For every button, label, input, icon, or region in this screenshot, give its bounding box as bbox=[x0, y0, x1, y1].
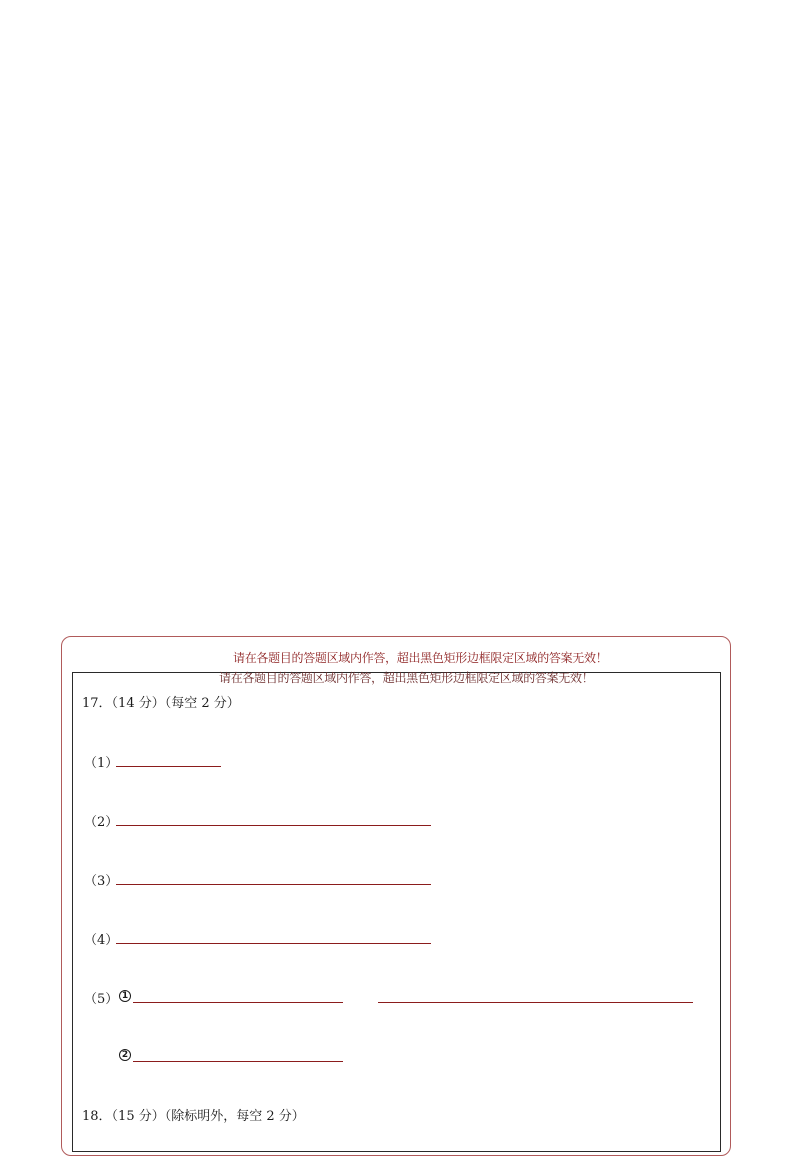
warning-text: 请在各题目的答题区域内作答，超出黑色矩形边框限定区域的答案无效！ bbox=[233, 651, 608, 665]
q17-item-3-label: （3） bbox=[84, 874, 119, 889]
answer-area-inner-frame bbox=[72, 672, 721, 1152]
q17-item-5-label: （5） bbox=[84, 992, 119, 1007]
question-18-title: 18．（15 分）（除标明外，每空 2 分） bbox=[82, 1109, 305, 1124]
q17-item-2-answer-line[interactable] bbox=[116, 825, 431, 826]
q17-item-1-answer-line[interactable] bbox=[116, 766, 221, 767]
q17-item-2-label: （2） bbox=[84, 815, 119, 830]
circled-number-2: 2 bbox=[119, 1049, 131, 1061]
warning-text-inner: 请在各题目的答题区域内作答，超出黑色矩形边框限定区域的答案无效！ bbox=[219, 671, 594, 685]
q17-item-4-label: （4） bbox=[84, 933, 119, 948]
q17-item-1-label: （1） bbox=[84, 756, 119, 771]
q17-item-4-answer-line[interactable] bbox=[116, 943, 431, 944]
q17-item-5-1-answer-line[interactable] bbox=[133, 1002, 343, 1003]
circled-number-1: 1 bbox=[119, 990, 131, 1002]
q17-item-3-answer-line[interactable] bbox=[116, 884, 431, 885]
q17-item-5-2-answer-line[interactable] bbox=[133, 1061, 343, 1062]
question-17-title: 17．（14 分）（每空 2 分） bbox=[82, 696, 240, 711]
q17-item-5-1b-answer-line[interactable] bbox=[378, 1002, 693, 1003]
